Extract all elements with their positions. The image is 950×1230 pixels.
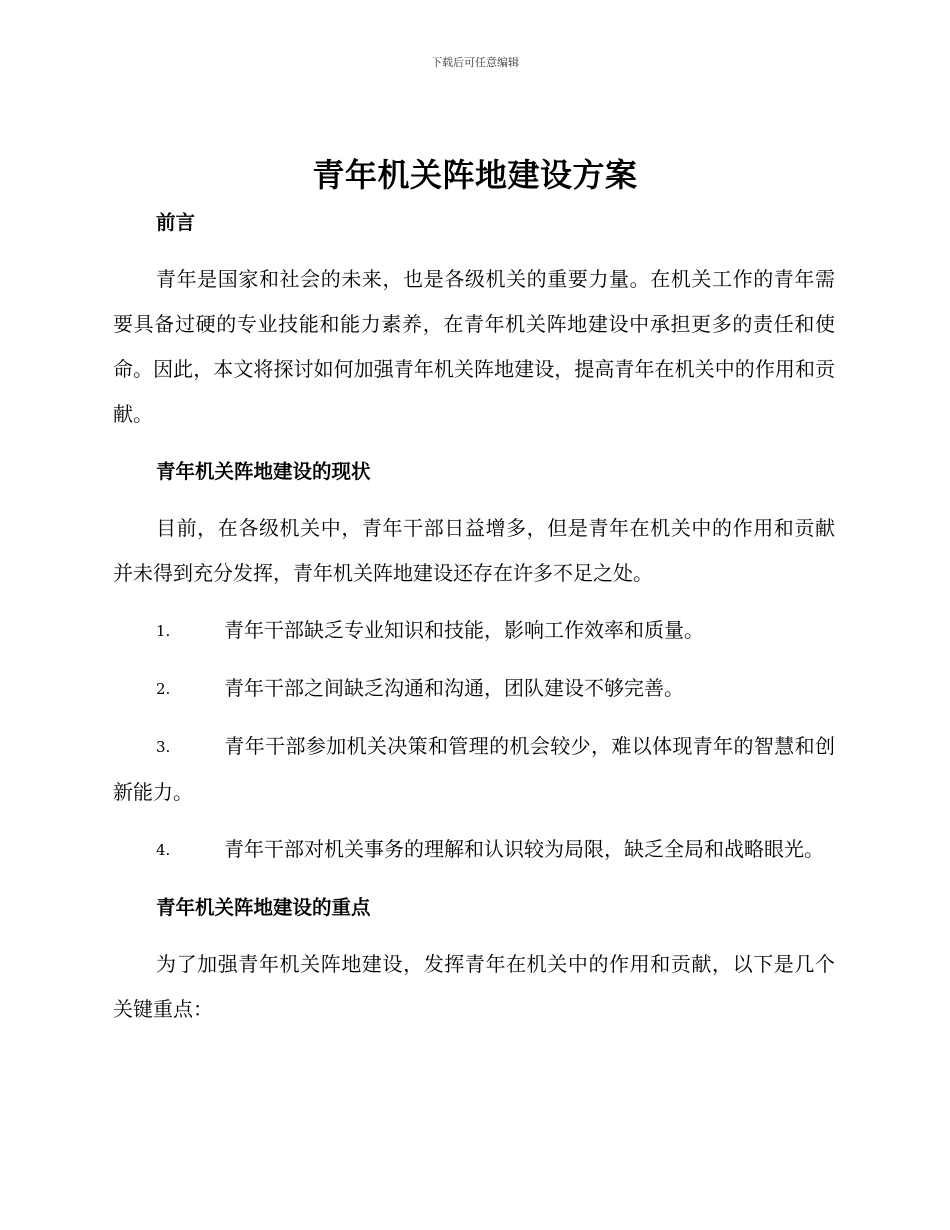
list-item-number: 1.	[156, 622, 171, 640]
list-item-text: 青年干部对机关事务的理解和认识较为局限，缺乏全局和战略眼光。	[224, 837, 824, 861]
list-item-text: 青年干部参加机关决策和管理的机会较少，难以体现青年的智慧和创新能力。	[113, 734, 835, 804]
header-note: 下载后可任意编辑	[431, 56, 519, 69]
list-item	[113, 827, 835, 873]
document-body	[113, 200, 835, 1044]
document-title: 青年机关阵地建设方案	[312, 156, 638, 194]
section-heading-status: 青年机关阵地建设的现状	[156, 460, 371, 483]
list-item	[113, 724, 835, 815]
list-item-text: 青年干部之间缺乏沟通和沟通，团队建设不够完善。	[224, 676, 684, 700]
paragraph-focus: 为了加强青年机关阵地建设，发挥青年在机关中的作用和贡献，以下是几个关键重点：	[113, 952, 835, 1021]
list-item-number: 2.	[156, 680, 171, 698]
list-item	[113, 608, 835, 654]
list-item-number: 4.	[156, 841, 171, 859]
list-item-number: 3.	[156, 738, 171, 756]
list-item-text: 青年干部缺乏专业知识和技能，影响工作效率和质量。	[224, 618, 704, 642]
section-heading-focus: 青年机关阵地建设的重点	[156, 896, 371, 919]
section-heading-preface: 前言	[156, 211, 196, 234]
paragraph-preface: 青年是国家和社会的未来，也是各级机关的重要力量。在机关工作的青年需要具备过硬的专业技能和能力素养，在青年机关阵地建设中承担更多的责任和使命。因此，本文将探讨如何加强青年机关阵地建设，提高青年在机关中的作用和贡献。	[113, 267, 835, 426]
list-item	[113, 666, 835, 712]
paragraph-status: 目前，在各级机关中，青年干部日益增多，但是青年在机关中的作用和贡献并未得到充分发挥，青年机关阵地建设还存在许多不足之处。	[113, 516, 835, 585]
